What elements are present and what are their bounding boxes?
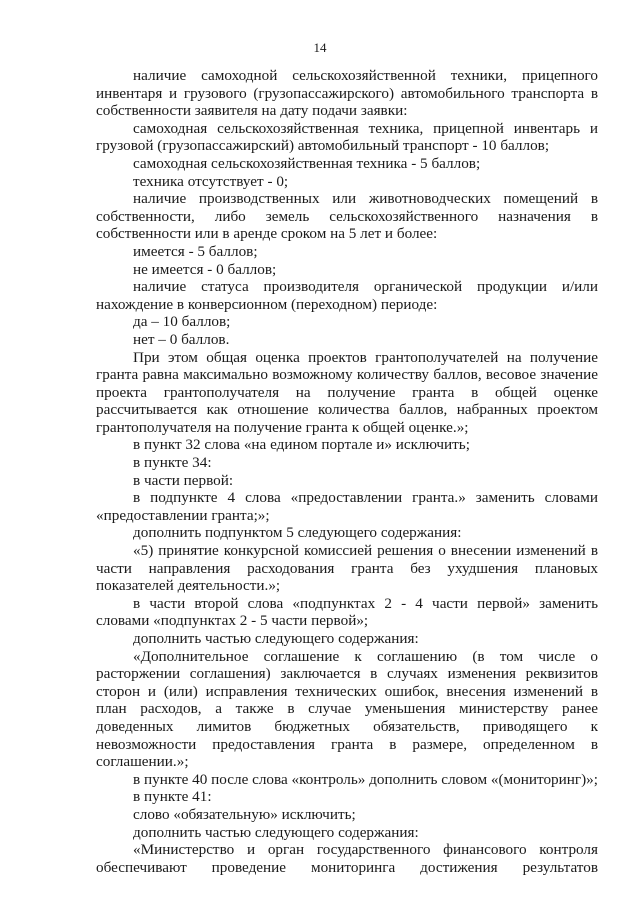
paragraph: дополнить подпунктом 5 следующего содержания:	[133, 524, 462, 542]
paragraph: нет – 0 баллов.	[133, 330, 230, 348]
paragraph: в части второй слова «подпунктах 2 - 4 части первой» заменить словами «подпунктах 2 - 5 части первой»;	[96, 594, 598, 630]
paragraph: наличие статуса производителя органической продукции и/или нахождение в конверсионном (переходном) периоде:	[96, 278, 598, 313]
paragraph: При этом общая оценка проектов грантополучателей на получение гранта равна максимально возможному количеству баллов, весовое значение проекта грантополучателя на получение гранта в общей оценке рассчитывается как отношение количества баллов, набранных проектом грантополучателя на получение гранта к общей оценке.»;	[96, 348, 598, 436]
paragraph: в части первой:	[133, 471, 234, 489]
paragraph: в пункт 32 слова «на едином портале и» исключить;	[133, 436, 470, 454]
paragraph: наличие производственных или животноводческих помещений в собственности, либо земель сельскохозяйственного назначения в собственности или в аренде сроком на 5 лет и более:	[96, 190, 598, 243]
paragraph: «Министерство и орган государственного финансового контроля обеспечивают проведение мониторинга достижения результатов	[96, 841, 598, 876]
paragraph: «5) принятие конкурсной комиссией решения о внесении изменений в части направления расходования гранта без ухудшения плановых показателей деятельности.»;	[96, 542, 598, 595]
paragraph: да – 10 баллов;	[133, 313, 231, 331]
paragraph: дополнить частью следующего содержания:	[133, 823, 419, 841]
paragraph: в подпункте 4 слова «предоставлении гранта.» заменить словами «предоставлении гранта;»;	[96, 489, 598, 524]
page-number: 14	[313, 40, 327, 55]
paragraph: дополнить частью следующего содержания:	[133, 630, 419, 647]
paragraph: имеется - 5 баллов;	[133, 242, 258, 260]
paragraph: наличие самоходной сельскохозяйственной техники, прицепного инвентаря и грузового (грузопассажирского) автомобильного транспорта в собственности заявителя на дату подачи заявки:	[96, 67, 598, 120]
paragraph: самоходная сельскохозяйственная техника, прицепной инвентарь и грузовой (грузопассажирский) автомобильный транспорт - 10 баллов;	[96, 119, 598, 155]
paragraph: в пункте 34:	[133, 454, 212, 472]
paragraph: самоходная сельскохозяйственная техника - 5 баллов;	[133, 154, 481, 172]
document-body	[96, 67, 598, 876]
paragraph: не имеется - 0 баллов;	[133, 260, 277, 278]
paragraph: техника отсутствует - 0;	[133, 172, 289, 190]
paragraph: в пункте 41:	[133, 788, 212, 806]
paragraph: «Дополнительное соглашение к соглашению (в том числе о расторжении соглашения) заключается в случаях изменения реквизитов сторон и (или) исправления технических ошибок, внесения изменений в план расходов, а также в случае уменьшения министерству ранее доведенных лимитов бюджетных обязательств, приводящего к невозможности предоставления гранта в размере, определенном в соглашении.»;	[96, 647, 598, 771]
paragraph: в пункте 40 после слова «контроль» дополнить словом «(мониторинг)»;	[133, 770, 598, 788]
paragraph: слово «обязательную» исключить;	[133, 805, 356, 823]
